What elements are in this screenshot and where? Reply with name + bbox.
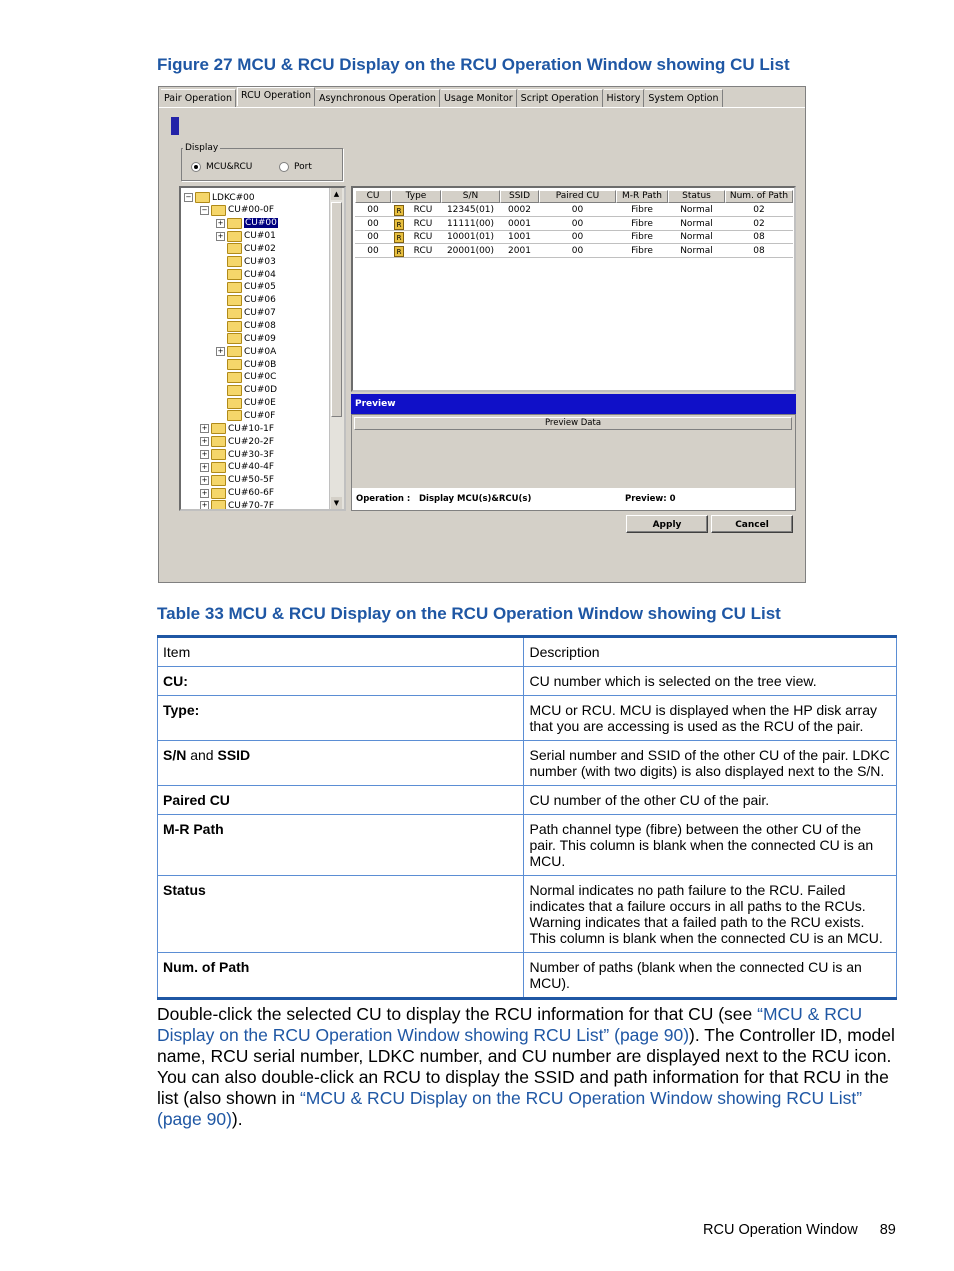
expand-icon[interactable]: +	[201, 501, 208, 510]
column-header[interactable]: Num. of Path	[725, 190, 793, 203]
rcu-icon: R	[394, 205, 404, 216]
table-cell[interactable]: Fibre	[616, 218, 668, 231]
tab-script-operation[interactable]: Script Operation	[518, 89, 603, 107]
table-cell[interactable]: 0002	[500, 204, 539, 217]
preview-count: Preview: 0	[625, 494, 676, 504]
table-row	[158, 786, 897, 815]
folder-icon	[211, 488, 226, 499]
tree-node-label: CU#07	[244, 308, 276, 319]
tree-node-label: CU#06	[244, 295, 276, 306]
folder-icon	[227, 321, 242, 332]
row-item: CU:	[158, 667, 524, 696]
row-description: Path channel type (fibre) between the other CU of the pair. This column is blank when the connected CU is an MCU.	[524, 815, 897, 876]
tree-scrollbar[interactable]	[329, 188, 344, 509]
folder-icon	[227, 243, 242, 254]
tree-node-label: CU#09	[244, 333, 276, 344]
table-row	[158, 696, 897, 741]
folder-icon	[227, 218, 242, 229]
row-description: Serial number and SSID of the other CU of the pair. LDKC number (with two digits) is also displayed next to the S/N.	[524, 741, 897, 786]
column-header[interactable]: S/N	[441, 190, 500, 203]
table-header-row	[158, 637, 897, 667]
expand-icon[interactable]: +	[217, 347, 224, 356]
page-footer	[703, 1222, 896, 1238]
column-header[interactable]: Paired CU	[539, 190, 616, 203]
row-description: CU number which is selected on the tree view.	[524, 667, 897, 696]
table-cell[interactable]: 10001(01)	[441, 231, 500, 244]
scrollbar-thumb[interactable]	[331, 202, 342, 417]
folder-icon	[227, 308, 242, 319]
row-item	[158, 741, 524, 786]
figure-caption: Figure 27 MCU & RCU Display on the RCU Operation Window showing CU List	[157, 55, 790, 74]
body-paragraph	[157, 1004, 899, 1130]
tree-node[interactable]	[216, 409, 275, 422]
collapse-icon[interactable]: −	[185, 193, 192, 201]
tree-node-label: CU#00	[245, 218, 277, 229]
folder-icon	[227, 269, 242, 280]
tree-node-label: CU#30-3F	[228, 449, 275, 460]
tree-node-label: CU#0D	[244, 385, 278, 396]
tab-pair-operation[interactable]: Pair Operation	[161, 89, 236, 107]
expand-icon[interactable]: +	[201, 475, 208, 484]
table-cell[interactable]: Fibre	[616, 245, 668, 258]
tree-node[interactable]	[216, 397, 276, 410]
table-cell[interactable]: 0001	[500, 218, 539, 231]
tree-node[interactable]	[216, 384, 277, 397]
table-cell[interactable]: 00	[355, 204, 391, 217]
folder-icon	[227, 256, 242, 267]
tree-node-label: LDKC#00	[212, 192, 255, 203]
tab-bar	[161, 89, 724, 107]
table-cell[interactable]: 00	[539, 204, 616, 217]
tree-node[interactable]	[216, 307, 276, 320]
table-cell[interactable]: 08	[725, 245, 793, 258]
radio-selected-icon	[191, 162, 201, 172]
description-table	[157, 635, 897, 1000]
preview-data-header[interactable]: Preview Data	[354, 417, 792, 430]
table-cell[interactable]: Normal	[668, 231, 725, 244]
table-cell[interactable]: 2001	[500, 245, 539, 258]
cross-reference-link[interactable]: “MCU & RCU Display on the RCU Operation Window showing RCU List” (page 90)	[157, 1004, 863, 1045]
radio-port[interactable]	[279, 162, 312, 172]
tree-node[interactable]	[184, 191, 255, 204]
table-cell[interactable]: 11111(00)	[441, 218, 500, 231]
tree-node-label: CU#0C	[244, 372, 277, 383]
folder-icon	[227, 295, 242, 306]
column-header[interactable]: M-R Path	[616, 190, 668, 203]
radio-port-label: Port	[294, 162, 312, 172]
tree-node[interactable]	[216, 230, 276, 243]
tree-node-label: CU#70-7F	[228, 500, 275, 511]
table-cell[interactable]: 00	[355, 231, 391, 244]
expand-icon[interactable]: +	[201, 424, 208, 433]
table-cell[interactable]: RCU R	[391, 245, 441, 258]
radio-unselected-icon	[279, 162, 289, 172]
table-cell[interactable]: Normal	[668, 245, 725, 258]
tree-node-label: CU#10-1F	[228, 423, 275, 434]
folder-icon	[211, 436, 226, 447]
folder-icon	[211, 205, 226, 216]
column-header[interactable]: SSID	[500, 190, 539, 203]
folder-icon	[227, 385, 242, 396]
rcu-icon: R	[394, 232, 404, 243]
row-item-sn: S/N	[163, 747, 187, 763]
folder-icon	[211, 475, 226, 486]
table-cell[interactable]: 20001(00)	[441, 245, 500, 258]
apply-button[interactable]: Apply	[626, 515, 708, 533]
tree-node-label: CU#60-6F	[228, 488, 275, 499]
header-description: Description	[524, 637, 897, 667]
row-description: Number of paths (blank when the connected CU is an MCU).	[524, 953, 897, 999]
display-group-title: Display	[185, 143, 219, 153]
tree-node[interactable]	[216, 268, 276, 281]
table-cell[interactable]: RCU R	[391, 218, 441, 231]
scroll-up-icon[interactable]: ▲	[331, 188, 342, 200]
paragraph-text: ).	[231, 1109, 243, 1129]
folder-icon	[227, 333, 242, 344]
expand-icon[interactable]: +	[201, 488, 208, 497]
folder-icon	[195, 192, 210, 203]
folder-icon	[227, 398, 242, 409]
tree-node[interactable]	[200, 487, 274, 500]
tree-node-label: CU#03	[244, 256, 276, 267]
scroll-down-icon[interactable]: ▼	[331, 497, 342, 509]
row-description: MCU or RCU. MCU is displayed when the HP disk array that you are accessing is used as the RCU of the pair.	[524, 696, 897, 741]
tree-node[interactable]	[200, 474, 274, 487]
rcu-operation-window	[158, 86, 806, 583]
operation-status-line	[352, 488, 795, 510]
folder-icon	[211, 449, 226, 460]
row-item: M-R Path	[158, 815, 524, 876]
tree-node-label: CU#0F	[244, 410, 276, 421]
status-indicator	[171, 117, 179, 135]
radio-mcu-rcu-label: MCU&RCU	[206, 162, 253, 172]
tree-node[interactable]	[216, 294, 276, 307]
tree-node-label: CU#02	[244, 243, 276, 254]
folder-icon	[227, 231, 242, 242]
tree-node-label: CU#40-4F	[228, 462, 275, 473]
rcu-icon: R	[394, 246, 404, 257]
tree-node[interactable]	[200, 435, 274, 448]
expand-icon[interactable]: +	[217, 218, 224, 227]
table-cell[interactable]: 02	[725, 218, 793, 231]
footer-section: RCU Operation Window	[703, 1222, 858, 1238]
tree-node-label: CU#50-5F	[228, 475, 275, 486]
folder-icon	[211, 500, 226, 511]
row-item: Num. of Path	[158, 953, 524, 999]
tree-node[interactable]	[216, 371, 276, 384]
table-row	[158, 953, 897, 999]
tree-node[interactable]	[216, 320, 276, 333]
folder-icon	[227, 346, 242, 357]
table-row	[158, 741, 897, 786]
table-cell[interactable]: Fibre	[616, 204, 668, 217]
operation-label: Operation :	[356, 494, 411, 504]
row-description: Normal indicates no path failure to the RCU. Failed indicates that a failure occurs in all paths to the RCUs. Warning indicates that a failed path to the RCU exists. This column is blank when the connected CU is an MCU.	[524, 876, 897, 953]
table-cell[interactable]: 1001	[500, 231, 539, 244]
folder-icon	[227, 282, 242, 293]
radio-mcu-rcu[interactable]	[191, 162, 252, 172]
cu-list-table[interactable]	[351, 186, 796, 392]
tree-node-label: CU#0A	[244, 346, 277, 357]
cross-reference-link[interactable]: “MCU & RCU Display on the RCU Operation Window showing RCU List” (page 90)	[157, 1088, 863, 1129]
row-description: CU number of the other CU of the pair.	[524, 786, 897, 815]
table-cell[interactable]: 00	[355, 218, 391, 231]
folder-icon	[227, 372, 242, 383]
folder-icon	[227, 359, 242, 370]
expand-icon[interactable]: +	[201, 437, 208, 446]
table-cell[interactable]: Normal	[668, 218, 725, 231]
table-cell[interactable]: 00	[355, 245, 391, 258]
expand-icon[interactable]: +	[217, 231, 224, 240]
tree-node[interactable]	[200, 499, 274, 511]
table-row	[158, 876, 897, 953]
row-item: Paired CU	[158, 786, 524, 815]
table-cell[interactable]: 02	[725, 204, 793, 217]
tree-node[interactable]	[216, 281, 276, 294]
paragraph-text: Double-click the selected CU to display the RCU information for that CU (see	[157, 1004, 758, 1024]
paragraph-text: ). The Controller ID, model name, RCU serial number, LDKC number, and CU number are displayed next to the RCU icon. You can also double-click an RCU to display the SSID and path information for that RCU in the list (also shown in	[157, 1025, 895, 1108]
column-header[interactable]: CU	[355, 190, 391, 203]
header-item: Item	[158, 637, 524, 667]
folder-icon	[211, 462, 226, 473]
tab-divider	[159, 107, 805, 108]
row-item: Status	[158, 876, 524, 953]
table-cell[interactable]: Normal	[668, 204, 725, 217]
tree-node-label: CU#04	[244, 269, 276, 280]
preview-area	[351, 414, 796, 511]
tree-node-label: CU#20-2F	[228, 436, 275, 447]
table-caption: Table 33 MCU & RCU Display on the RCU Operation Window showing CU List	[157, 604, 781, 623]
tree-node[interactable]	[216, 217, 278, 230]
tree-node[interactable]	[216, 358, 276, 371]
row-item-ssid: SSID	[217, 747, 251, 763]
tree-node-label: CU#05	[244, 282, 276, 293]
operation-value: Display MCU(s)&RCU(s)	[419, 494, 532, 504]
tree-node[interactable]	[200, 204, 274, 217]
column-header[interactable]: Type	[391, 190, 441, 203]
column-header[interactable]: Status	[668, 190, 725, 203]
tree-node-label: CU#08	[244, 321, 276, 331]
table-cell[interactable]: Fibre	[616, 231, 668, 244]
table-cell[interactable]: 00	[539, 231, 616, 244]
folder-icon	[227, 410, 242, 421]
tab-rcu-operation[interactable]: RCU Operation	[237, 87, 315, 106]
expand-icon[interactable]: +	[201, 450, 208, 458]
tab-history[interactable]: History	[604, 89, 645, 107]
cu-tree-view[interactable]	[179, 186, 346, 511]
table-row	[158, 667, 897, 696]
table-cell[interactable]: RCU R	[391, 231, 441, 244]
tree-node[interactable]	[216, 255, 276, 268]
tree-node[interactable]	[216, 345, 276, 358]
table-cell[interactable]: 12345(01)	[441, 204, 500, 217]
table-cell[interactable]: 00	[539, 218, 616, 231]
row-item-and: and	[186, 747, 218, 763]
row-item: Type:	[158, 696, 524, 741]
table-cell[interactable]: 08	[725, 231, 793, 244]
preview-title-bar: Preview	[351, 394, 796, 414]
table-row	[158, 815, 897, 876]
tree-node[interactable]	[200, 422, 274, 435]
cancel-button[interactable]: Cancel	[711, 515, 793, 533]
tab-system-option[interactable]: System Option	[645, 89, 722, 107]
tree-node[interactable]	[200, 448, 274, 461]
tree-node-label: CU#01	[244, 231, 276, 242]
folder-icon	[211, 423, 226, 434]
tree-node-label: CU#0E	[244, 398, 276, 409]
tab-asynchronous-operation[interactable]: Asynchronous Operation	[316, 89, 440, 107]
collapse-icon[interactable]: −	[201, 205, 208, 214]
rcu-icon: R	[394, 219, 404, 230]
tab-usage-monitor[interactable]: Usage Monitor	[441, 89, 517, 107]
tree-node-label: CU#0B	[244, 359, 277, 370]
tree-node[interactable]	[200, 461, 274, 474]
page-number: 89	[879, 1222, 896, 1238]
table-cell[interactable]: RCU R	[391, 204, 441, 217]
tree-node[interactable]	[216, 332, 276, 345]
tree-node-label: CU#00-0F	[228, 205, 275, 216]
tree-node[interactable]	[216, 242, 276, 255]
table-cell[interactable]: 00	[539, 245, 616, 258]
expand-icon[interactable]: +	[201, 462, 208, 471]
